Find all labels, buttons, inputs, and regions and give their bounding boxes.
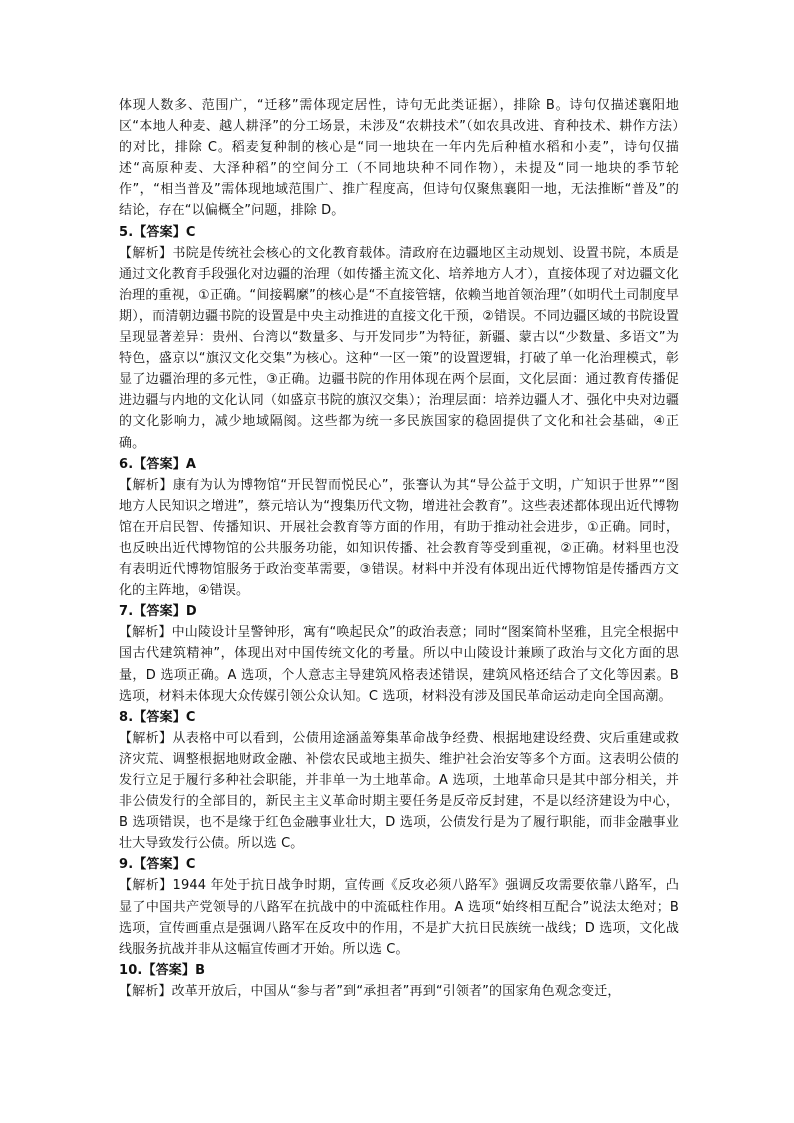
q9-answer: 9.【答案】C: [119, 857, 196, 873]
q8-analysis: 【解析】从表格中可以看到，公债用途涵盖筹集革命战争经费、根据地建设经费、灾后重建或救济灾荒、调整根据地财政金融、补偿农民或地主损失、维护社会治安等多个方面。这表明公债的发行立足于履行多种社会职能，并非单一为土地革命。A 选项，土地革命只是其中部分相关，并非公债发行的全部目的，新民主主义革命时期主要任务是反帝反封建，不是以经济建设为中心，B 选项错误，也不是缘于红色金融事业壮大，D 选项，公债发行是为了履行职能，而非金融事业壮大导致发行公债。所以选 C。: [119, 730, 679, 852]
q6-answer: 6.【答案】A: [119, 456, 197, 472]
q9-analysis: 【解析】1944 年处于抗日战争时期，宣传画《反攻必须八路军》强调反攻需要依靠八路军，凸显了中国共产党领导的八路军在抗战中的中流砥柱作用。A 选项“始终相互配合”说法太绝对；B 选项，宣传画重点是强调八路军在反攻中的作用，不是扩大抗日民族统一战线；D 选项，文化战线服务抗战并非从这幅宣传画才开始。所以选 C。: [119, 878, 679, 957]
q4-analysis-continued: 体现人数多、范围广，“迁移”需体现定居性，诗句无此类证据），排除 B。诗句仅描述襄阳地区“本地人种麦、越人耕泽”的分工场景，未涉及“农耕技术”（如农具改进、育种技术、耕作方法）的对比，排除 C。稻麦复种制的核心是“同一地块在一年内先后种植水稻和小麦”，诗句仅描述“高原种麦、大泽种稻”的空间分工（不同地块种不同作物），未提及“同一地块的季节轮作”，“相当普及”需体现地域范围广、推广程度高，但诗句仅聚焦襄阳一地，无法推断“普及”的结论，存在“以偏概全”问题，排除 D。: [119, 98, 679, 219]
q10-analysis: 【解析】改革开放后，中国从“参与者”到“承担者”再到“引领者”的国家角色观念变迁，: [119, 983, 621, 999]
document-page: [119, 95, 679, 1002]
q6-analysis: 【解析】康有为认为博物馆“开民智而悦民心”，张謇认为其“导公益于文明，广知识于世界”“图地方人民知识之增进”，蔡元培认为“搜集历代文物，增进社会教育”。这些表述都体现出近代博物馆在开启民智、传播知识、开展社会教育等方面的作用，有助于推动社会进步，①正确。同时，也反映出近代博物馆的公共服务功能，如知识传播、社会教育等受到重视，②正确。材料里也没有表明近代博物馆服务于政治变革需要，③错误。材料中并没有体现出近代博物馆是传播西方文化的主阵地，④错误。: [119, 477, 679, 599]
q8-answer: 8.【答案】C: [119, 709, 196, 725]
q7-analysis: 【解析】中山陵设计呈警钟形，寓有“唤起民众”的政治表意；同时“图案简朴坚雅，且完全根据中国古代建筑精神”，体现出对中国传统文化的考量。所以中山陵设计兼顾了政治与文化方面的思量，D 选项正确。A 选项，个人意志主导建筑风格表述错误，建筑风格还结合了文化等因素。B 选项，材料未体现大众传媒引领公众认知。C 选项，材料没有涉及国民革命运动走向全国高潮。: [119, 625, 679, 704]
q7-answer: 7.【答案】D: [119, 604, 197, 620]
q5-answer: 5.【答案】C: [119, 224, 196, 240]
q10-answer: 10.【答案】B: [119, 962, 206, 978]
q5-analysis: 【解析】书院是传统社会核心的文化教育载体。清政府在边疆地区主动规划、设置书院，本质是通过文化教育手段强化对边疆的治理（如传播主流文化、培养地方人才），直接体现了对边疆文化治理的重视，①正确。“间接羁縻”的核心是“不直接管辖，依赖当地首领治理”（如明代土司制度早期），而清朝边疆书院的设置是中央主动推进的直接文化干预，②错误。不同边疆区域的书院设置呈现显著差异：贵州、台湾以“数量多、与开发同步”为特征，新疆、蒙古以“少数量、多语文”为特色，盛京以“旗汉文化交集”为核心。这种“一区一策”的设置逻辑，打破了单一化治理模式，彰显了边疆治理的多元性，③正确。边疆书院的作用体现在两个层面，文化层面：通过教育传播促进边疆与内地的文化认同（如盛京书院的旗汉交集）；治理层面：培养边疆人才、强化中央对边疆的文化影响力，减少地域隔阂。这些都为统一多民族国家的稳固提供了文化和社会基础，④正确。: [119, 245, 679, 451]
